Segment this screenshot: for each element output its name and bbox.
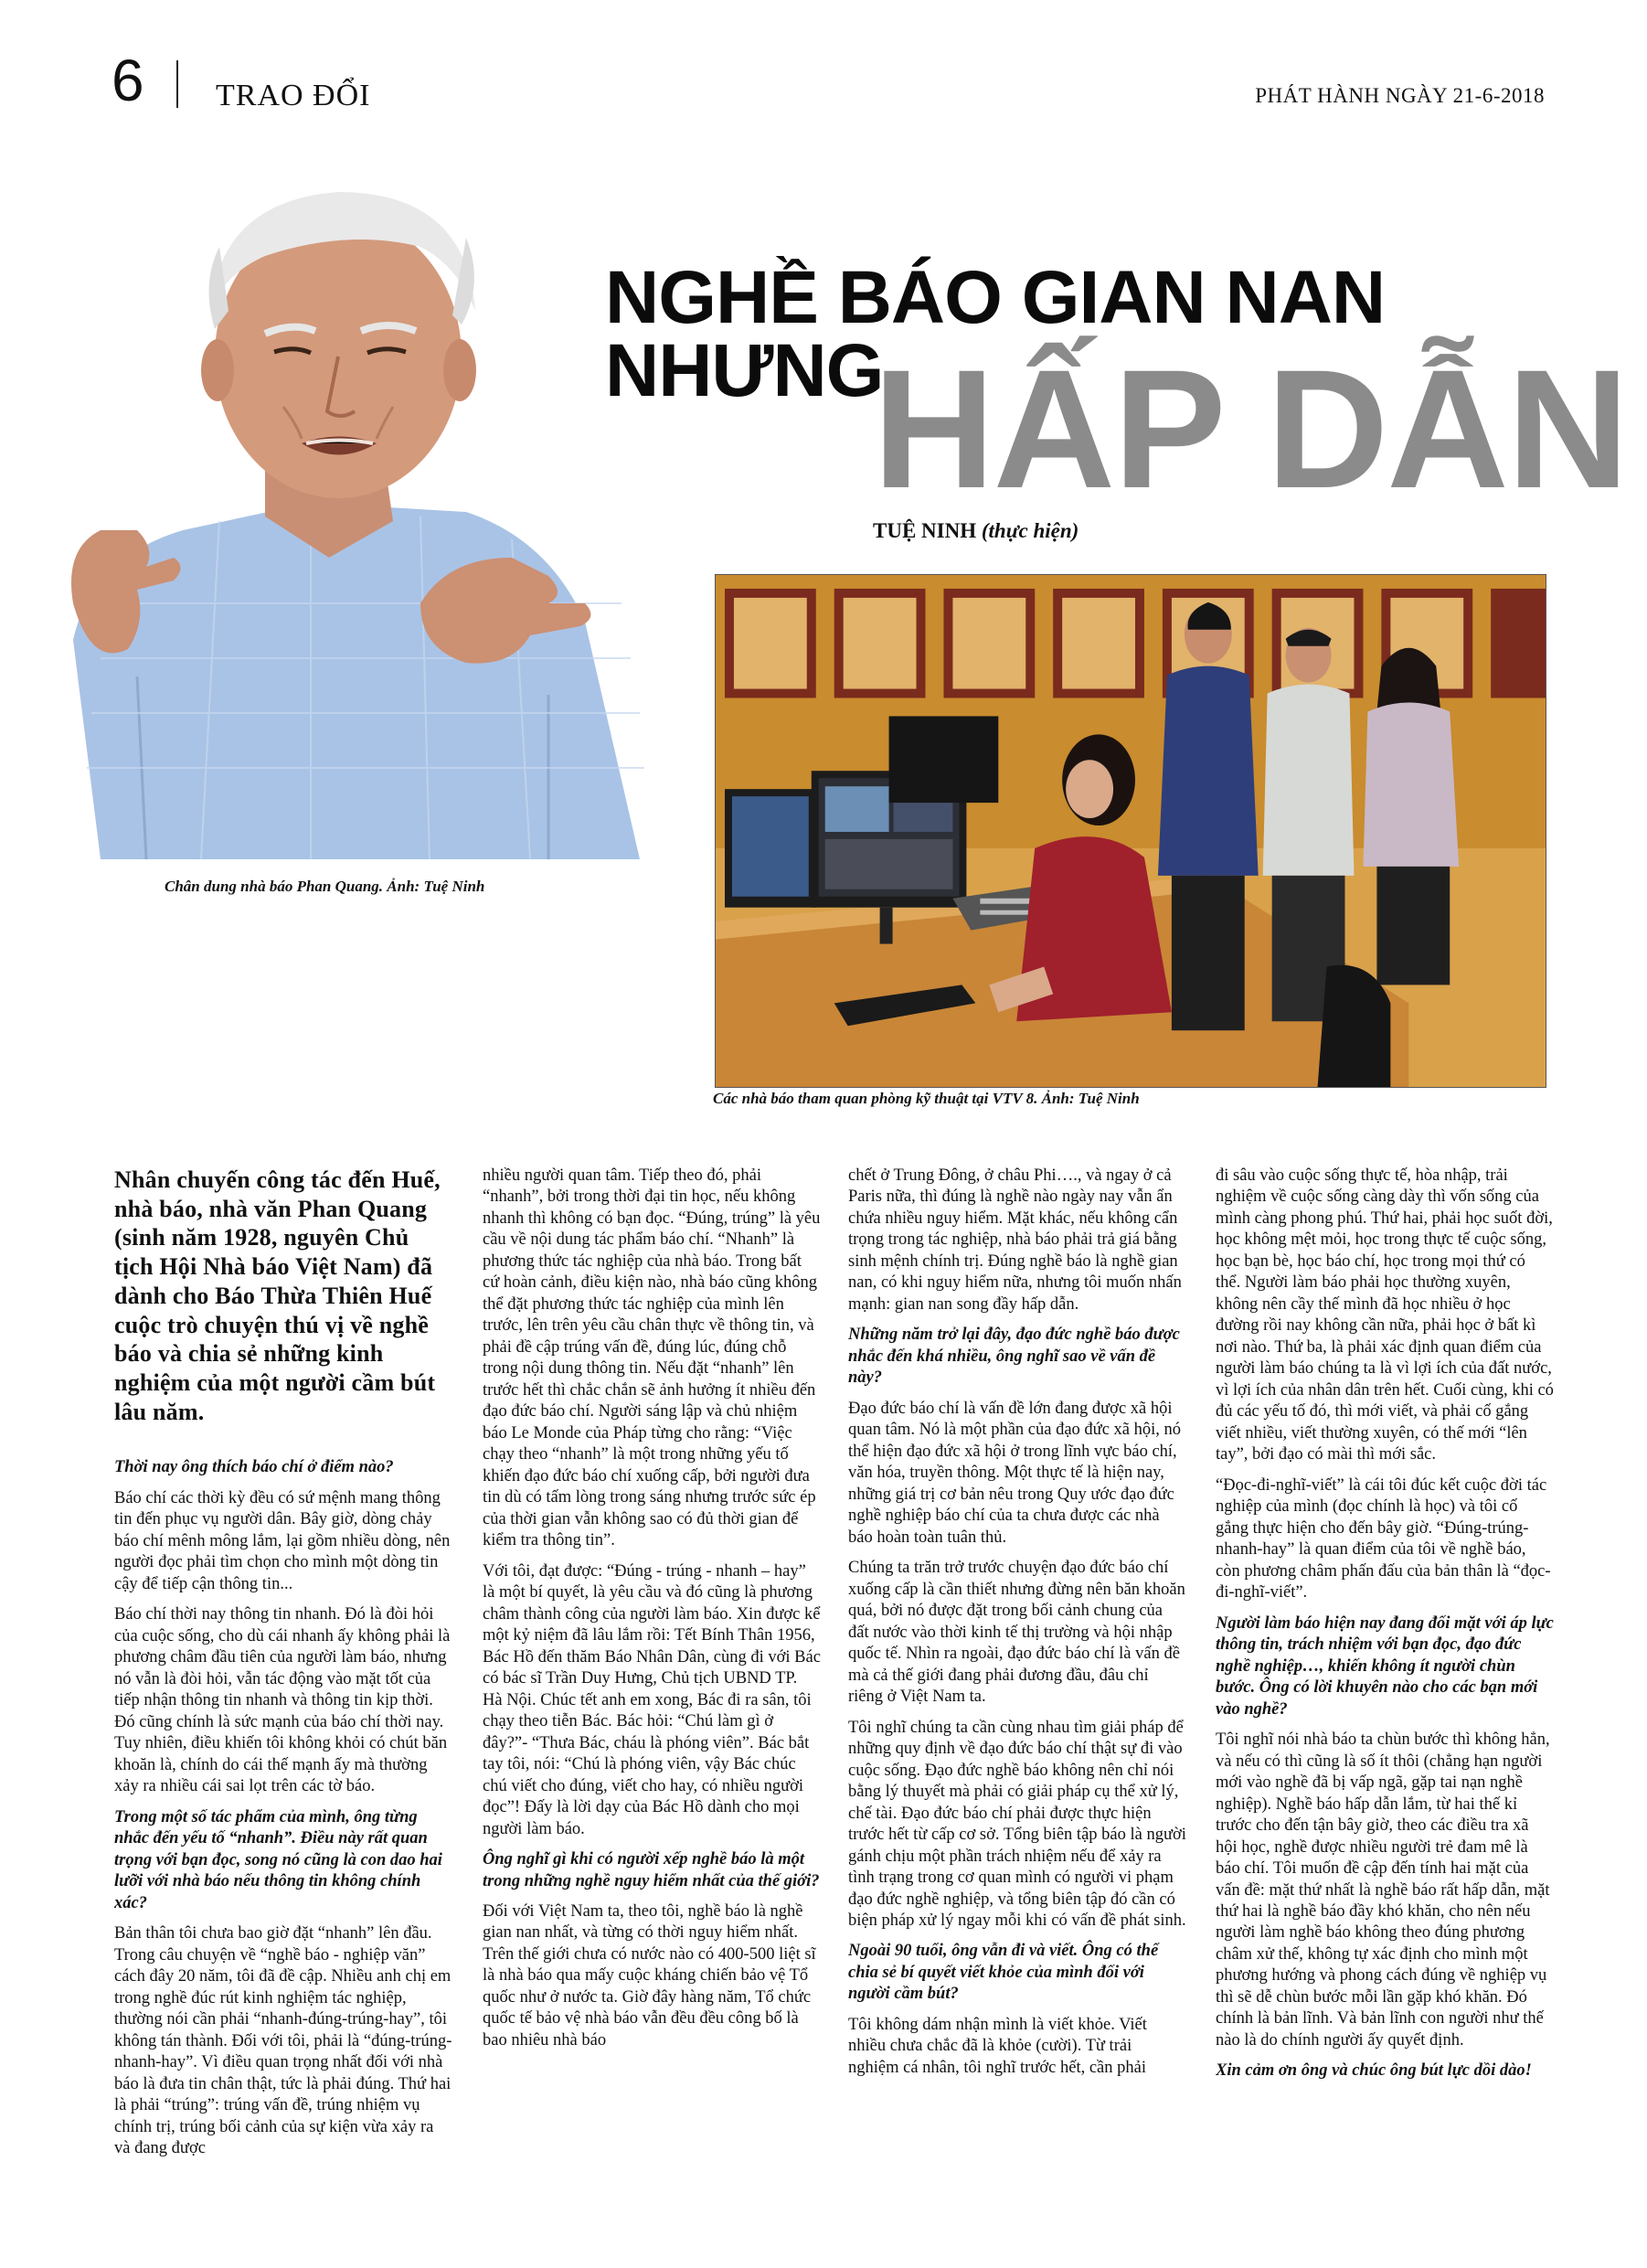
answer-paragraph: Bản thân tôi chưa bao giờ đặt “nhanh” lên đầu. Trong câu chuyện về “nghề báo - nghiệp văn” cách đây 20 năm, tôi đã đề cập. Nhiều anh chị em trong nghề đúc rút kinh nghiệm tác nghiệp, thường nói cần phải “nhanh-đúng-trúng-hay”, tôi không tán thành. Đối với tôi, phải là “đúng-trúng-nhanh-hay”. Vì điều quan trọng nhất đối với nhà báo là đưa tin chân thật, tức là phải đúng. Thứ hai là phải “trúng”: trúng vấn đề, trúng nhiệm vụ chính trị, trúng bối cảnh của sự kiện vừa xảy ra và đang được — [114, 1924, 452, 2157]
interview-question: Thời nay ông thích báo chí ở điểm nào? — [114, 1458, 394, 1477]
answer-paragraph: Tôi nghĩ chúng ta cần cùng nhau tìm giải pháp để những quy định về đạo đức báo chí thật sự đi vào cuộc sống. Đạo đức nghề báo không nên chỉ nói bằng lý thuyết mà phải có giải pháp cụ thể xử lý, chế tài. Đạo đức báo chí phải được thực hiện trước hết từ cấp cơ sở. Tổng biên tập báo là người gánh chịu một phần trách nhiệm nếu để xảy ra tình trạng trong cơ quan mình có người vi phạm đạo đức nghề nghiệp, và tổng biên tập đó cần có biện pháp xử lý ngay mỗi khi có vấn đề phát sinh. — [848, 1718, 1186, 1930]
portrait-caption: Chân dung nhà báo Phan Quang. Ảnh: Tuệ Ninh — [165, 878, 485, 895]
article-lead: Nhân chuyến công tác đến Huế, nhà báo, nhà văn Phan Quang (sinh năm 1928, nguyên Chủ tịch Hội Nhà báo Việt Nam) đã dành cho Báo Thừa Thiên Huế cuộc trò chuyện thú vị về nghề báo và chia sẻ những kinh nghiệm của một người cầm bút lâu năm. — [114, 1166, 441, 1425]
answer-paragraph: Tôi không dám nhận mình là viết khỏe. Viết nhiều chưa chắc đã là khỏe (cười). Từ trải nghiệm cá nhân, tôi nghĩ trước hết, cần phải — [848, 2015, 1147, 2077]
answer-paragraph: nhiều người quan tâm. Tiếp theo đó, phải “nhanh”, bởi trong thời đại tin học, nếu không nhanh thì không có bạn đọc. “Đúng, trúng” là yêu cầu về nội dung tác phẩm báo chí. “Nhanh” là phương thức tác nghiệp của nhà báo. Trong bất cứ hoàn cảnh, điều kiện nào, nhà báo cũng không thể đặt phương thức tác nghiệp của mình lên trước, lên trên yêu cầu chân thực về thông tin, và phải đề cập trúng vấn đề, đúng lúc, đúng chỗ trong nội dung thông tin. Nếu đặt “nhanh” lên trước hết thì chắc chắn sẽ ảnh hưởng ít nhiều đến đạo đức báo chí. Người sáng lập và chủ nhiệm báo Le Monde của Pháp từng cho rằng: “Việc chạy theo “nhanh” là một trong những yếu tố khiến đạo đức báo chí xuống cấp, bởi người đưa tin dù có tấm lòng trong sáng nhưng trước sức ép của thời gian vẫn không sao có đủ thời gian để kiểm tra thông tin”. — [483, 1166, 821, 1550]
answer-paragraph: Tôi nghĩ nói nhà báo ta chùn bước thì không hẳn, và nếu có thì cũng là số ít thôi (chẳng hạn người mới vào nghề đã bị vấp ngã, gặp tai nạn nghề nghiệp). Nghề báo hấp dẫn lắm, từ hai thế kỉ trước cho đến tận bây giờ, theo các điều tra xã hội học, nghề được nhiều người trẻ đam mê là báo chí. Tôi muốn đề cập đến tính hai mặt của vấn đề: mặt thứ nhất là nghề báo rất hấp dẫn, mặt thứ hai là nghề báo đầy khó khăn, cho nên nếu người làm nghề báo không theo đúng phương châm xử thế, không tự xác định cho mình một phương hướng và phong cách đúng về nghiệp vụ thì sẽ dễ chùn bước mỗi lần gặp khó khăn. Đó chính là bản lĩnh. Và bản lĩnh con người như thế nào là do chính người ấy quyết định. — [1216, 1730, 1550, 2050]
portrait-photo — [37, 128, 704, 859]
interview-question: Ông nghĩ gì khi có người xếp nghề báo là một trong những nghề nguy hiểm nhất của thế giới? — [483, 1850, 820, 1890]
article-column-3 — [848, 1166, 1186, 2217]
headline-line-2: NHƯNG — [605, 329, 884, 412]
newsroom-photo — [715, 574, 1546, 1088]
headline-highlight: HẤP DẪN — [873, 335, 1628, 524]
column-body — [483, 1166, 821, 2051]
interview-question: Trong một số tác phẩm của mình, ông từng nhắc đến yếu tố “nhanh”. Điều này rất quan trọng với bạn đọc, song nó cũng là con dao hai lưỡi với nhà báo nếu thông tin không chính xác? — [114, 1807, 442, 1912]
release-date: PHÁT HÀNH NGÀY 21-6-2018 — [1255, 84, 1545, 107]
article-column-2 — [483, 1166, 821, 2217]
headline-line-1: NGHỀ BÁO GIAN NAN — [605, 256, 1386, 339]
answer-paragraph: chết ở Trung Đông, ở châu Phi…., và ngay ở cả Paris nữa, thì đúng là nghề nào ngày nay vẫn ẩn chứa nhiều nguy hiểm. Mặt khác, nếu không cẩn trọng trong tác nghiệp, nhà báo phải trả giá bằng sinh mệnh chính trị. Đúng nghề báo là nghề gian nan, có khi nguy hiểm nữa, nhưng tôi muốn nhấn mạnh: gian nan song đầy hấp dẫn. — [848, 1166, 1182, 1314]
header-divider — [176, 60, 178, 108]
answer-paragraph: đi sâu vào cuộc sống thực tế, hòa nhập, trải nghiệm về cuộc sống càng dày thì vốn sống của mình càng phong phú. Thứ hai, phải học suốt đời, học không mệt mỏi, học trong thực tế cuộc sống, học bạn bè, học báo chí, học trong mọi thứ có thể. Người làm báo phải học thường xuyên, không nên cầy thế mình đã học nhiều ở học đường rồi nay không cần nữa, phải học ở bất kì nơi nào. Thứ ba, là phải xác định quan điểm của người làm báo chúng ta là vì lợi ích của đất nước, vì lợi ích của nhân dân trên hết. Cuối cùng, khi có đủ các yếu tố đó, thì mới viết, và phải cố gắng viết nhiều, viết thường xuyên, có thế mới “lên tay”, bởi đạo có mài thì mới sắc. — [1216, 1166, 1554, 1464]
answer-paragraph: “Đọc-đi-nghĩ-viết” là cái tôi đúc kết cuộc đời tác nghiệp của mình (đọc chính là học) và tôi cố gắng thực hiện cho đến bây giờ. “Đúng-trúng-nhanh-hay” là quan điểm của tôi về nghề báo, còn phương châm phấn đấu của bản thân là “đọc-đi-nghĩ-viết”. — [1216, 1475, 1551, 1603]
answer-paragraph: Chúng ta trăn trở trước chuyện đạo đức báo chí xuống cấp là cần thiết nhưng đừng nên băn khoăn quá, bởi nó được đặt trong bối cảnh chung của đất nước vào thời kinh tế thị trường và hội nhập quốc tế. Nhìn ra ngoài, đạo đức báo chí là vấn đề mà cả thế giới đang phải đương đầu, đâu chỉ riêng ở Việt Nam ta. — [848, 1559, 1185, 1707]
answer-paragraph: Đạo đức báo chí là vấn đề lớn đang được xã hội quan tâm. Nó là một phần của đạo đức xã hội, nó thể hiện đạo đức xã hội ở trong lĩnh vực báo chí, văn hóa, truyền thông. Một thực tế là hiện nay, những giá trị cơ bản nêu trong Quy ước đạo đức nghề nghiệp báo chí của ta chưa được các nhà báo hoàn toàn tuân thủ. — [848, 1399, 1182, 1547]
article-column-1 — [114, 1166, 452, 2217]
answer-paragraph: Với tôi, đạt được: “Đúng - trúng - nhanh – hay” là một bí quyết, là yêu cầu và đó cũng là phương châm thành công của người làm báo. Xin được kể một kỷ niệm đã lâu lắm rồi: Tết Bính Thân 1956, Bác Hồ đến thăm Báo Nhân Dân, cùng đi với Bác có bác sĩ Trần Duy Hưng, Chủ tịch UBND TP. Hà Nội. Chúc tết anh em xong, Bác đi ra sân, tôi chạy theo tiễn Bác. Bác hỏi: “Chú làm gì ở đây?”- “Thưa Bác, cháu là phóng viên”. Bác bắt tay tôi, nói: “Chú là phóng viên, vậy Bác chúc chú viết cho đúng, viết cho hay, có nhiều người đọc”! Đấy là lời dạy của Bác Hồ dành cho mọi người làm báo. — [483, 1561, 821, 1838]
answer-paragraph: Báo chí thời nay thông tin nhanh. Đó là đòi hỏi của cuộc sống, cho dù cái nhanh ấy không phải là phương châm đầu tiên của người làm báo, nhưng nó vẫn là đòi hỏi, vẫn tác động vào mặt tốt của tiếp nhận thông tin nhanh và thông tin kịp thời. Đó cũng chính là sức mạnh của báo chí thời nay. Tuy nhiên, điều khiến tôi không khỏi có chút băn khoăn là, chính do cái thế mạnh ấy mà thường xảy ra nhiều cái sai lọt trên các tờ báo. — [114, 1605, 451, 1796]
byline-author: TUỆ NINH — [873, 519, 977, 542]
interview-question: Người làm báo hiện nay đang đối mặt với áp lực thông tin, trách nhiệm với bạn đọc, đạo đức nghề nghiệp…, khiến không ít người chùn bước. Ông có lời khuyên nào cho các bạn mới vào nghề? — [1216, 1613, 1554, 1719]
page-number: 6 — [112, 48, 144, 113]
column-body — [114, 1457, 452, 2159]
column-body — [1216, 1166, 1554, 2082]
byline — [873, 519, 1079, 543]
interview-question: Xin cảm ơn ông và chúc ông bút lực dồi dào! — [1216, 2061, 1532, 2081]
column-body — [848, 1166, 1186, 2079]
photo-caption: Các nhà báo tham quan phòng kỹ thuật tại VTV 8. Ảnh: Tuệ Ninh — [713, 1090, 1140, 1107]
interview-question: Những năm trở lại đây, đạo đức nghề báo được nhắc đến khá nhiều, ông nghĩ sao về vấn đề này? — [848, 1326, 1180, 1388]
section-title: TRAO ĐỔI — [216, 79, 371, 112]
article-column-4 — [1216, 1166, 1554, 2217]
interview-question: Ngoài 90 tuổi, ông vẫn đi và viết. Ông có thể chia sẻ bí quyết viết khỏe của mình đối với người cầm bút? — [848, 1942, 1159, 2004]
answer-paragraph: Đối với Việt Nam ta, theo tôi, nghề báo là nghề gian nan nhất, và từng có thời nguy hiểm nhất. Trên thế giới chưa có nước nào có 400-500 liệt sĩ là nhà báo qua mấy cuộc kháng chiến bảo vệ Tổ quốc như ở nước ta. Giờ đây hàng năm, Tổ chức quốc tế bảo vệ nhà báo vẫn đều đều công bố là bao nhiêu nhà báo — [483, 1901, 816, 2050]
answer-paragraph: Báo chí các thời kỳ đều có sứ mệnh mang thông tin đến phục vụ người dân. Bây giờ, dòng chảy báo chí mênh mông lắm, lại gồm nhiều dòng, nên người đọc phải tìm chọn cho mình một dòng tin cậy để tiếp cận thông tin... — [114, 1488, 451, 1593]
byline-role: (thực hiện) — [981, 519, 1079, 542]
